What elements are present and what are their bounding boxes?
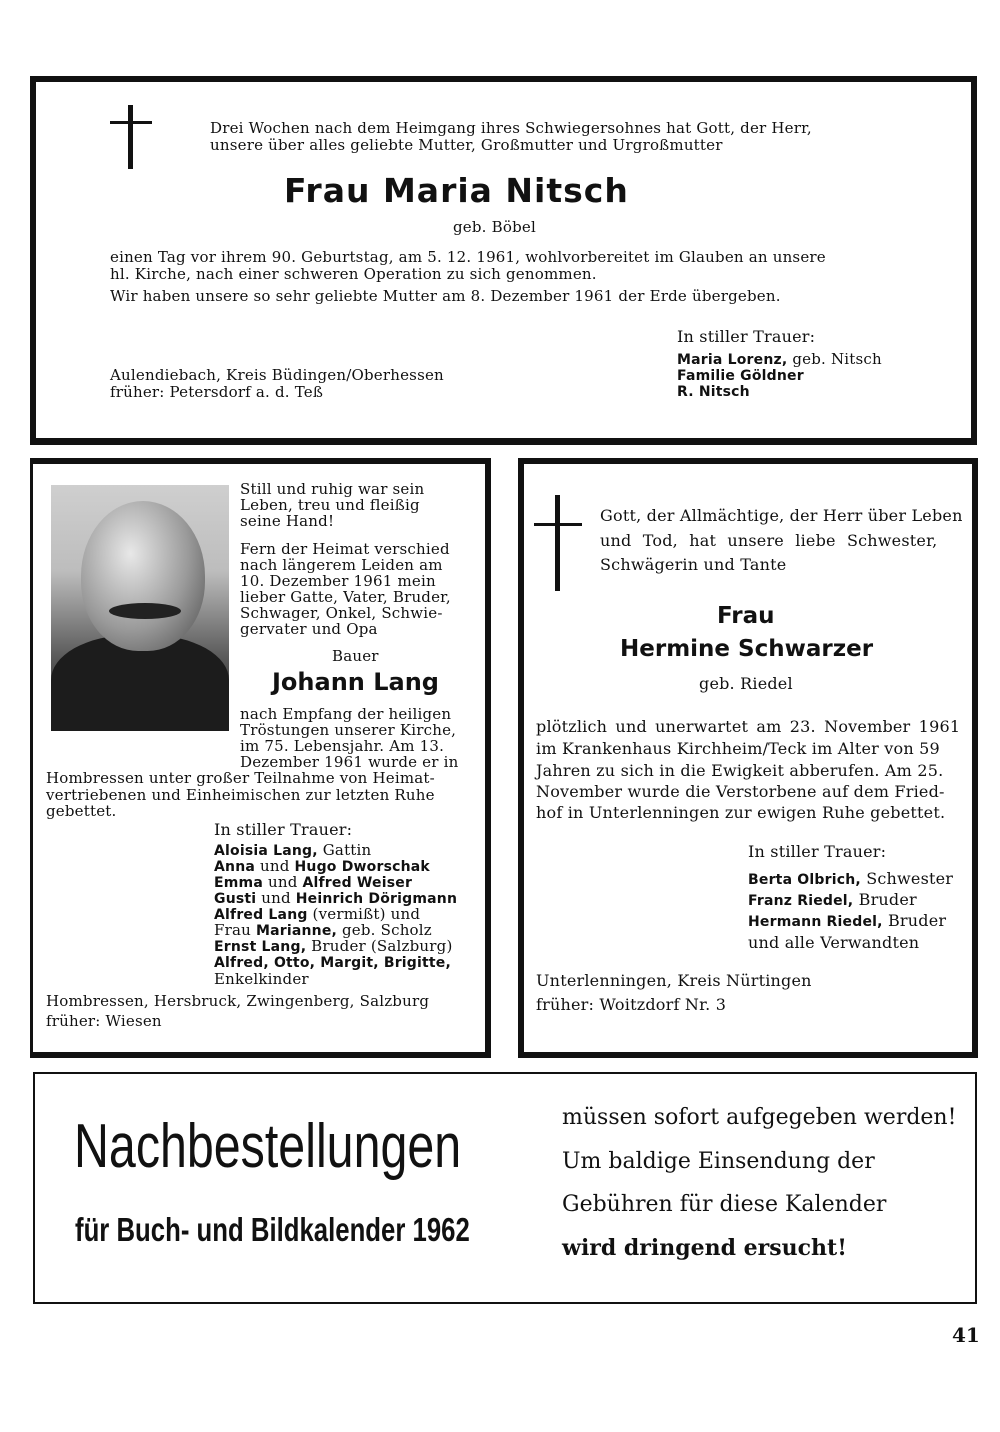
deceased-title: Frau bbox=[717, 603, 775, 629]
body-line: Wir haben unsere so sehr geliebte Mutter am 8. Dezember 1961 der Erde übergeben. bbox=[110, 287, 781, 305]
mourner: Aloisia Lang, Gattin bbox=[214, 841, 372, 859]
mourning-label: In stiller Trauer: bbox=[677, 327, 816, 346]
intro-line: Schwager, Onkel, Schwie- bbox=[240, 604, 443, 622]
intro-line: Schwägerin und Tante bbox=[600, 555, 787, 574]
birth-name: geb. Riedel bbox=[699, 674, 793, 693]
mourner: R. Nitsch bbox=[677, 384, 750, 400]
body-line: November wurde die Verstorbene auf dem Fried- bbox=[536, 782, 945, 801]
place-line: Aulendiebach, Kreis Büdingen/Oberhessen bbox=[110, 366, 444, 384]
intro-line: nach längerem Leiden am bbox=[240, 556, 443, 574]
mourner: Alfred, Otto, Margit, Brigitte, bbox=[214, 955, 452, 971]
place-line: früher: Wiesen bbox=[46, 1012, 162, 1030]
mourner: Familie Göldner bbox=[677, 368, 804, 384]
mourner: Anna und Hugo Dworschak bbox=[214, 857, 430, 875]
portrait-photo bbox=[51, 485, 229, 731]
mourner: Emma und Alfred Weiser bbox=[214, 873, 413, 891]
mourning-label: In stiller Trauer: bbox=[214, 820, 353, 839]
body-line: Dezember 1961 wurde er in bbox=[240, 753, 459, 771]
intro-line: Leben, treu und fleißig bbox=[240, 496, 420, 514]
body-line: im 75. Lebensjahr. Am 13. bbox=[240, 737, 445, 755]
intro-line: lieber Gatte, Vater, Bruder, bbox=[240, 588, 451, 606]
body-line: hl. Kirche, nach einer schweren Operation zu sich genommen. bbox=[110, 265, 597, 283]
ad-text-line: Gebühren für diese Kalender bbox=[562, 1192, 887, 1217]
body-line: plötzlich und unerwartet am 23. November 1961 bbox=[536, 717, 961, 736]
intro-line: gervater und Opa bbox=[240, 620, 378, 638]
intro-line: unsere über alles geliebte Mutter, Großmutter und Urgroßmutter bbox=[210, 136, 723, 154]
mourner: Franz Riedel, Bruder bbox=[748, 890, 917, 909]
cross-icon bbox=[534, 495, 582, 591]
body-line: Jahren zu sich in die Ewigkeit abberufen. Am 25. bbox=[536, 761, 944, 780]
mourner: Hermann Riedel, Bruder bbox=[748, 911, 947, 930]
place-line: Hombressen, Hersbruck, Zwingenberg, Salzburg bbox=[46, 992, 430, 1010]
deceased-name: Hermine Schwarzer bbox=[620, 636, 874, 662]
body-line: hof in Unterlenningen zur ewigen Ruhe gebettet. bbox=[536, 803, 946, 822]
body-line: Tröstungen unserer Kirche, bbox=[240, 721, 457, 739]
place-line: Unterlenningen, Kreis Nürtingen bbox=[536, 971, 812, 990]
mourner: Frau Marianne, geb. Scholz bbox=[214, 921, 432, 939]
ad-headline: Nachbestellungen bbox=[74, 1112, 462, 1181]
body-line: vertriebenen und Einheimischen zur letzten Ruhe bbox=[46, 786, 435, 804]
intro-line: Drei Wochen nach dem Heimgang ihres Schwiegersohnes hat Gott, der Herr, bbox=[210, 119, 812, 137]
body-line: gebettet. bbox=[46, 802, 117, 820]
ad-text-line: müssen sofort aufgegeben werden! bbox=[562, 1105, 957, 1130]
body-line: einen Tag vor ihrem 90. Geburtstag, am 5. 12. 1961, wohlvorbereitet im Glauben an unsere bbox=[110, 248, 826, 266]
page-number: 41 bbox=[952, 1323, 980, 1347]
intro-line: 10. Dezember 1961 mein bbox=[240, 572, 436, 590]
body-line: Hombressen unter großer Teilnahme von Heimat- bbox=[46, 769, 435, 787]
intro-line: Fern der Heimat verschied bbox=[240, 540, 450, 558]
deceased-name: Frau Maria Nitsch bbox=[284, 171, 629, 210]
intro-line: Still und ruhig war sein bbox=[240, 480, 425, 498]
mourner: Berta Olbrich, Schwester bbox=[748, 869, 954, 888]
body-line: nach Empfang der heiligen bbox=[240, 705, 452, 723]
mourner: Alfred Lang (vermißt) und bbox=[214, 905, 421, 923]
birth-name: geb. Böbel bbox=[453, 218, 536, 236]
title: Bauer bbox=[332, 647, 379, 665]
ad-subline: für Buch- und Bildkalender 1962 bbox=[75, 1211, 470, 1248]
intro-line: Gott, der Allmächtige, der Herr über Leben bbox=[600, 506, 963, 525]
intro-line: seine Hand! bbox=[240, 512, 335, 530]
ad-text-line: wird dringend ersucht! bbox=[562, 1235, 847, 1261]
ad-text-line: Um baldige Einsendung der bbox=[562, 1149, 875, 1174]
mourner: Ernst Lang, Bruder (Salzburg) bbox=[214, 937, 453, 955]
cross-icon bbox=[110, 105, 152, 169]
mourner: und alle Verwandten bbox=[748, 933, 920, 952]
place-line: früher: Woitzdorf Nr. 3 bbox=[536, 995, 727, 1014]
deceased-name: Johann Lang bbox=[272, 668, 439, 696]
mourning-label: In stiller Trauer: bbox=[748, 842, 887, 861]
body-line: im Krankenhaus Kirchheim/Teck im Alter von 59 bbox=[536, 739, 940, 758]
mourner: Enkelkinder bbox=[214, 970, 309, 988]
mourner: Gusti und Heinrich Dörigmann bbox=[214, 889, 458, 907]
place-line: früher: Petersdorf a. d. Teß bbox=[110, 383, 324, 401]
intro-line: und Tod, hat unsere liebe Schwester, bbox=[600, 531, 938, 550]
mourner: Maria Lorenz, geb. Nitsch bbox=[677, 350, 882, 368]
